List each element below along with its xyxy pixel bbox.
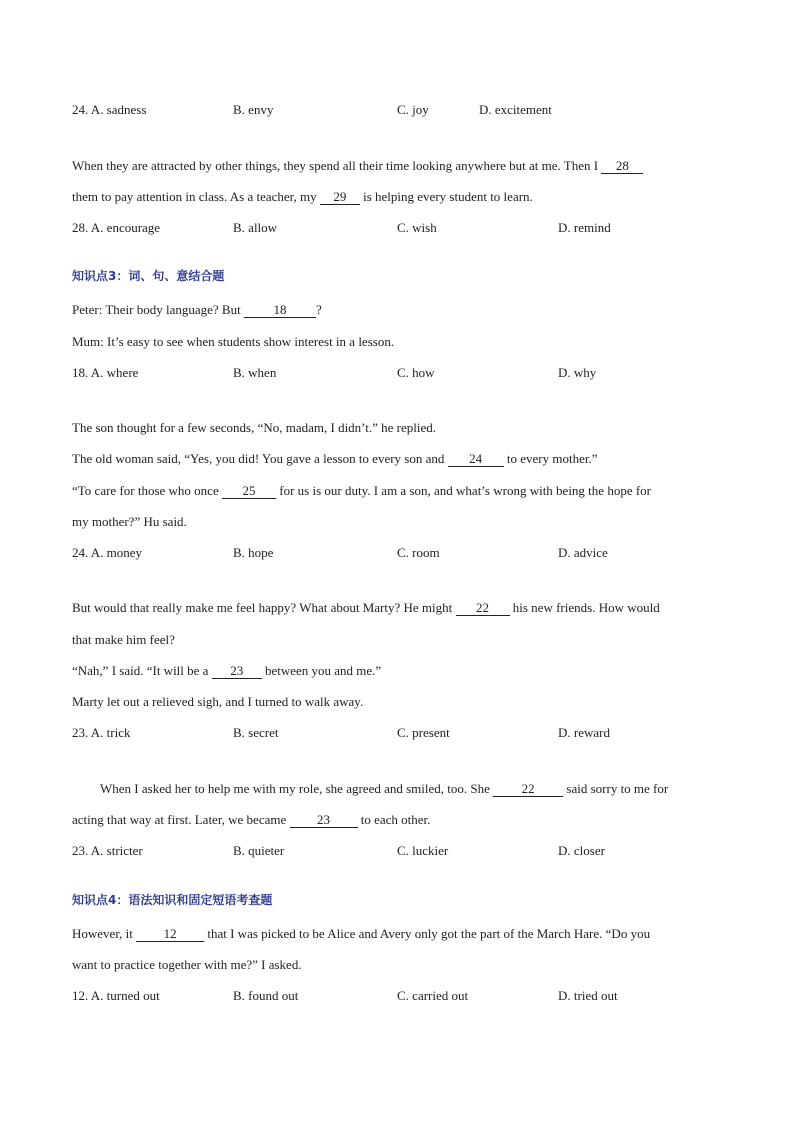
passage-text: them to pay attention in class. As a teacher, my	[72, 189, 320, 204]
passage-line: want to practice together with me?” I asked.	[72, 957, 302, 972]
passage-text: “Nah,” I said. “It will be a	[72, 663, 212, 678]
passage-text: said sorry to me for	[563, 781, 669, 796]
option-b: B. hope	[233, 545, 274, 560]
passage-line	[100, 781, 668, 797]
passage-text: for us is our duty. I am a son, and what’s wrong with being the hope for	[275, 483, 651, 498]
blank-25: 25	[222, 484, 276, 499]
passage-text: between you and me.”	[261, 663, 382, 678]
blank-23: 23	[212, 664, 262, 679]
option-b: B. quieter	[233, 843, 285, 858]
option-c: C. luckier	[397, 843, 449, 858]
option-a: 12. A. turned out	[72, 988, 160, 1003]
option-b: B. found out	[233, 988, 299, 1003]
passage-line: that make him feel?	[72, 632, 175, 647]
passage-line: The son thought for a few seconds, “No, madam, I didn’t.” he replied.	[72, 420, 437, 435]
passage-text: Peter: Their body language? But	[72, 302, 244, 317]
section-heading-4: 知识点4：语法知识和固定短语考查题	[72, 893, 273, 907]
blank-24: 24	[448, 452, 504, 467]
option-d: D. tried out	[558, 988, 618, 1003]
passage-line	[72, 926, 650, 942]
passage-line	[72, 189, 533, 205]
option-d: D. advice	[558, 545, 608, 560]
option-a: 24. A. money	[72, 545, 143, 560]
option-a: 24. A. sadness	[72, 102, 147, 117]
blank-23: 23	[290, 813, 358, 828]
option-b: B. envy	[233, 102, 274, 117]
passage-text: acting that way at first. Later, we became	[72, 812, 290, 827]
option-d: D. remind	[558, 220, 611, 235]
option-a: 23. A. stricter	[72, 843, 143, 858]
option-d: D. why	[558, 365, 597, 380]
blank-29: 29	[320, 190, 360, 205]
passage-text: But would that really make me feel happy? What about Marty? He might	[72, 600, 456, 615]
passage-text: his new friends. How would	[509, 600, 660, 615]
passage-line: Mum: It’s easy to see when students show interest in a lesson.	[72, 334, 395, 349]
passage-line	[72, 451, 598, 467]
option-a: 28. A. encourage	[72, 220, 161, 235]
option-c: C. room	[397, 545, 440, 560]
passage-line	[72, 302, 322, 318]
passage-text: “To care for those who once	[72, 483, 222, 498]
option-c: C. joy	[397, 102, 429, 117]
option-d: D. reward	[558, 725, 610, 740]
passage-text: The old woman said, “Yes, you did! You gave a lesson to every son and	[72, 451, 448, 466]
passage-text: to each other.	[357, 812, 431, 827]
passage-text: ?	[315, 302, 322, 317]
passage-text: When they are attracted by other things, they spend all their time looking anywhere but at me. Then I	[72, 158, 602, 173]
option-b: B. when	[233, 365, 277, 380]
passage-line	[72, 812, 430, 828]
option-b: B. allow	[233, 220, 278, 235]
option-d: D. excitement	[479, 102, 552, 117]
blank-18: 18	[244, 303, 316, 318]
passage-text: to every mother.”	[503, 451, 598, 466]
option-b: B. secret	[233, 725, 279, 740]
blank-28: 28	[601, 159, 643, 174]
section-heading-3: 知识点3：词、句、意结合题	[72, 269, 225, 283]
option-a: 18. A. where	[72, 365, 139, 380]
passage-line: Marty let out a relieved sigh, and I turned to walk away.	[72, 694, 364, 709]
passage-text: However, it	[72, 926, 137, 941]
blank-22: 22	[456, 601, 510, 616]
passage-line	[72, 600, 660, 616]
passage-line	[72, 483, 651, 499]
option-c: C. how	[397, 365, 435, 380]
passage-line	[72, 663, 381, 679]
blank-22: 22	[493, 782, 563, 797]
blank-12: 12	[136, 927, 204, 942]
option-c: C. wish	[397, 220, 437, 235]
passage-line	[72, 158, 643, 174]
passage-text: is helping every student to learn.	[359, 189, 533, 204]
option-a: 23. A. trick	[72, 725, 131, 740]
option-d: D. closer	[558, 843, 605, 858]
option-c: C. present	[397, 725, 450, 740]
passage-line: my mother?” Hu said.	[72, 514, 187, 529]
option-c: C. carried out	[397, 988, 469, 1003]
passage-text: that I was picked to be Alice and Avery only got the part of the March Hare. “Do you	[204, 926, 651, 941]
passage-text: When I asked her to help me with my role, she agreed and smiled, too. She	[100, 781, 494, 796]
